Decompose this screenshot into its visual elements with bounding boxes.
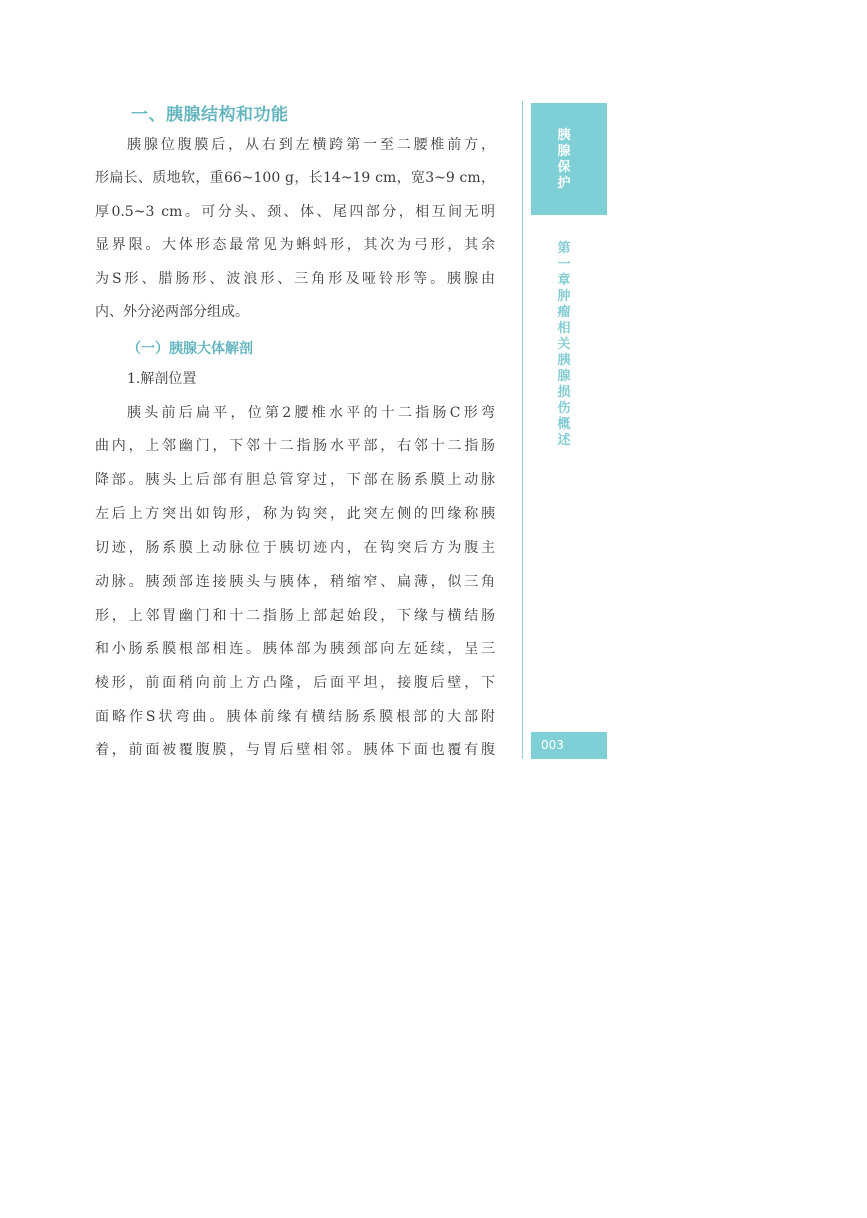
paragraph-line: 厚0.5~3 cm。可分头、颈、体、尾四部分，相互间无明	[95, 204, 495, 220]
paragraph-line: 曲内，上邻幽门，下邻十二指肠水平部，右邻十二指肠	[95, 438, 495, 454]
paragraph-line: 切迹，肠系膜上动脉位于胰切迹内，在钩突后方为腹主	[95, 540, 495, 556]
chapter-label: 第一章 肿瘤相关胰腺损伤概述	[557, 241, 571, 448]
paragraph-line: 棱形，前面稍向前上方凸隆，后面平坦，接腹后壁，下	[95, 675, 495, 691]
paragraph-line: 胰头前后扁平，位第2腰椎水平的十二指肠C形弯	[127, 405, 495, 421]
paragraph-line: 内、外分泌两部分组成。	[95, 304, 249, 320]
subsection-title: （一）胰腺大体解剖	[127, 341, 253, 357]
paragraph-line: 为S形、腊肠形、波浪形、三角形及哑铃形等。胰腺由	[95, 271, 495, 287]
paragraph-line: 胰腺位腹膜后，从右到左横跨第一至二腰椎前方，	[127, 137, 495, 153]
margin-divider	[522, 101, 523, 759]
paragraph-line: 着，前面被覆腹膜，与胃后壁相邻。胰体下面也覆有腹	[95, 742, 495, 758]
paragraph-line: 形扁长、质地软，重66~100 g，长14~19 cm，宽3~9 cm，	[95, 170, 495, 186]
paragraph-line: 面略作S状弯曲。胰体前缘有横结肠系膜根部的大部附	[95, 709, 495, 725]
section-tab-label: 胰腺保护	[557, 128, 571, 191]
section-title: 一、胰腺结构和功能	[131, 105, 289, 125]
paragraph-line: 显界限。大体形态最常见为蝌蚪形，其次为弓形，其余	[95, 237, 495, 253]
paragraph-line: 和小肠系膜根部相连。胰体部为胰颈部向左延续，呈三	[95, 641, 495, 657]
sub-heading: 1.解剖位置	[127, 371, 197, 387]
paragraph-line: 降部。胰头上后部有胆总管穿过，下部在肠系膜上动脉	[95, 472, 495, 488]
paragraph-line: 形，上邻胃幽门和十二指肠上部起始段，下缘与横结肠	[95, 608, 495, 624]
paragraph-line: 左后上方突出如钩形，称为钩突，此突左侧的凹缘称胰	[95, 506, 495, 522]
paragraph-line: 动脉。胰颈部连接胰头与胰体，稍缩窄、扁薄，似三角	[95, 574, 495, 590]
page-number: 003	[541, 738, 564, 752]
